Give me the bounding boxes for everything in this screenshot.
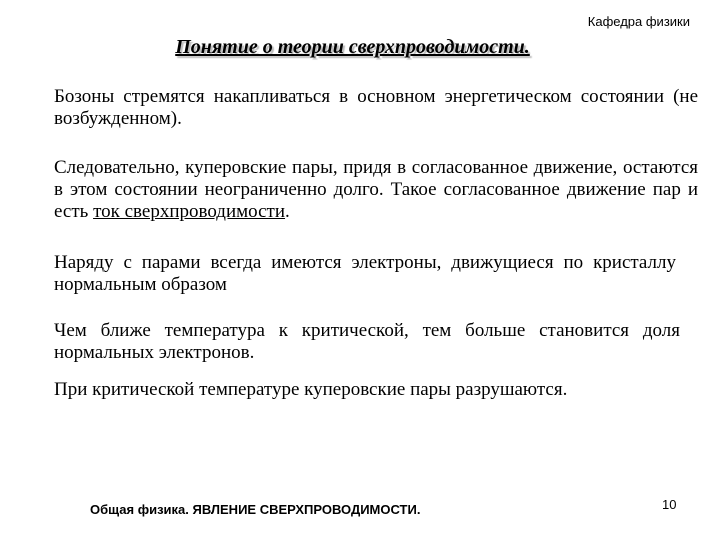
paragraph-cooper-pairs-end: . (285, 201, 290, 222)
paragraph-bosons: Бозоны стремятся накапливаться в основном энергетическом состоянии (не возбужденном). (54, 86, 698, 129)
paragraph-cooper-pairs (54, 157, 698, 223)
paragraph-pairs-destroyed: При критической температуре куперовские пары разрушаются. (54, 379, 568, 400)
slide-title: Понятие о теории сверхпроводимости. (175, 36, 530, 58)
department-label: Кафедра физики (587, 14, 690, 29)
paragraph-normal-electrons: Наряду с парами всегда имеются электроны, движущиеся по кристаллу нормальным образом (54, 252, 676, 295)
paragraph-cooper-pairs-text: Следовательно, куперовские пары, придя в согласованное движение, остаются в этом состоянии неограниченно долго. Такое согласованное движение пар и есть (54, 157, 698, 222)
superconductivity-current-term: ток сверхпроводимости (93, 201, 286, 222)
page-number: 10 (662, 497, 677, 512)
paragraph-critical-temperature: Чем ближе температура к критической, тем больше становится доля нормальных электронов. (54, 320, 680, 363)
footer-course-title: Общая физика. ЯВЛЕНИЕ СВЕРХПРОВОДИМОСТИ. (90, 502, 421, 517)
